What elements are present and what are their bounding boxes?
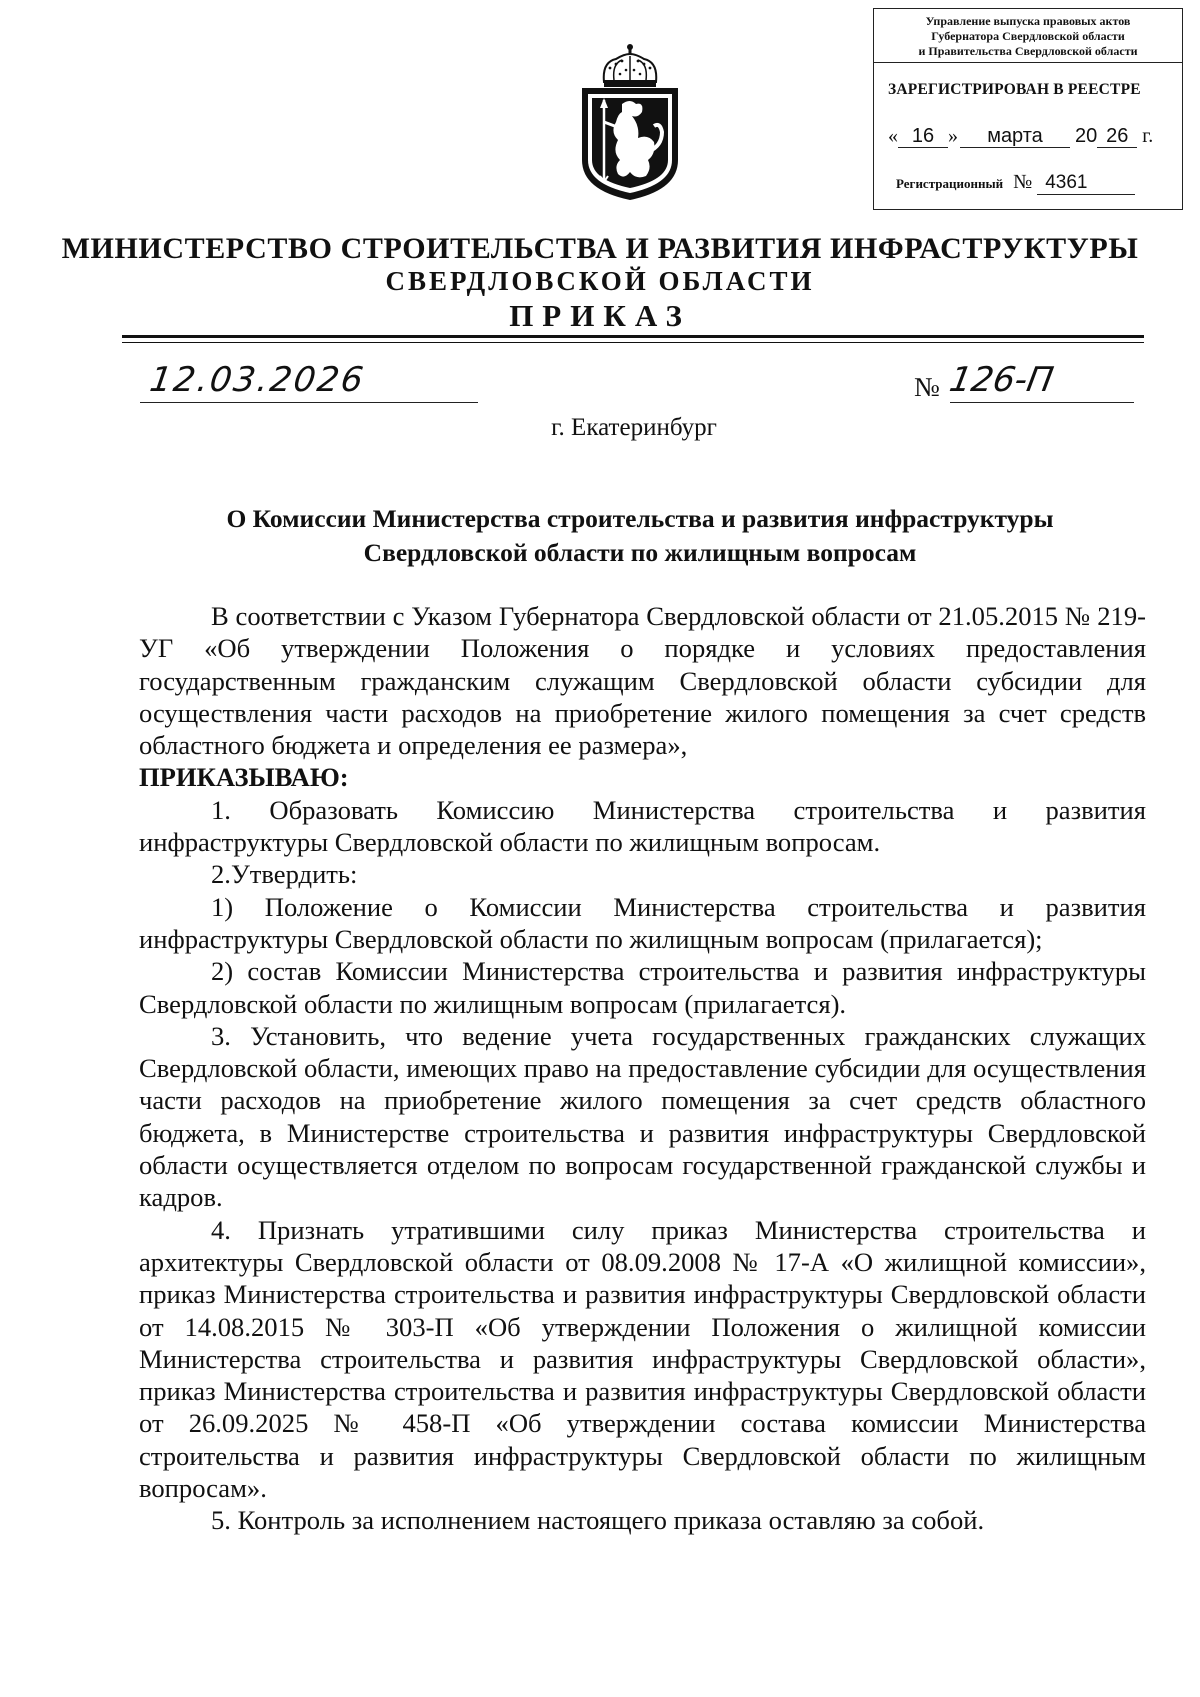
order-word: ПРИКАЗЫВАЮ: xyxy=(139,762,349,793)
stamp-header-line: Управление выпуска правовых актов xyxy=(925,14,1131,28)
handwritten-number: 126-П xyxy=(946,360,1057,400)
stamp-year-prefix: 20 xyxy=(1075,125,1098,147)
order-body xyxy=(139,600,1146,1537)
clause-3: 3. Установить, что ведение учета государственных гражданских служащих Свердловской области, имеющих право на предоставление субсидии для осуществления части расходов на приобретение жилого помещения за счет средств областного бюджета, в Министерстве строительства и развития инфраструктуры Свердловской области осуществляется отделом по вопросам государственной гражданской службы и кадров. xyxy=(139,1020,1146,1213)
registry-stamp xyxy=(873,8,1183,210)
stamp-year-suffix: 26 xyxy=(1097,125,1137,148)
clause-2-item-1: 1) Положение о Комиссии Министерства строительства и развития инфраструктуры Свердловской области по жилищным вопросам (прилагается); xyxy=(139,891,1146,954)
stamp-day: 16 xyxy=(898,125,948,148)
subject-line: О Комиссии Министерства строительства и развития инфраструктуры xyxy=(226,504,1054,533)
document-type: ПРИКАЗ xyxy=(509,298,691,333)
clause-4: 4. Признать утратившими силу приказ Министерства строительства и архитектуры Свердловской области от 08.09.2008 № 17-А «О жилищной комиссии», приказ Министерства строительства и развития инфраструктуры Свердловской области от 14.08.2015 № 303-П «Об утверждении Положения о жилищной комиссии Министерства строительства и развития инфраструктуры Свердловской области», приказ Министерства строительства и развития инфраструктуры Свердловской области от 26.09.2025 № 458-П «Об утверждении состава комиссии Министерства строительства и развития инфраструктуры Свердловской области по жилищным вопросам». xyxy=(139,1214,1146,1504)
city: г. Екатеринбург xyxy=(551,414,717,441)
clause-2-item-2: 2) состав Комиссии Министерства строительства и развития инфраструктуры Свердловской области по жилищным вопросам (прилагается). xyxy=(139,956,1146,1019)
stamp-num-sign: № xyxy=(1013,171,1033,193)
stamp-date: « 16 » марта 20 26 г. xyxy=(888,125,1154,147)
stamp-year-end: г. xyxy=(1142,125,1154,147)
stamp-month: марта xyxy=(960,125,1070,148)
order-subject xyxy=(140,502,1140,570)
number-underline xyxy=(950,402,1134,403)
stamp-reg-number xyxy=(896,171,1135,195)
clause-2: 2.Утвердить: xyxy=(211,859,358,890)
clause-5: 5. Контроль за исполнением настоящего приказа оставляю за собой. xyxy=(211,1505,985,1536)
header-rule-thin xyxy=(122,342,1144,343)
stamp-header-line: Губернатора Свердловской области xyxy=(931,29,1125,43)
stamp-registered-label: ЗАРЕГИСТРИРОВАН В РЕЕСТРЕ xyxy=(888,81,1141,98)
preamble-paragraph: В соответствии с Указом Губернатора Свердловской области от 21.05.2015 № 219-УГ «Об утверждении Положения о порядке и условиях предоставления государственным гражданским служащим Свердловской области субсидии для осуществления части расходов на приобретение жилого помещения за счет средств областного бюджета и определения ее размера», xyxy=(139,601,1146,761)
handwritten-date: 12.03.2026 xyxy=(147,360,368,400)
stamp-header xyxy=(874,9,1182,63)
date-underline xyxy=(140,402,478,403)
stamp-header-line: и Правительства Свердловской области xyxy=(918,44,1138,58)
stamp-reg-value: 4361 xyxy=(1037,172,1135,195)
header-rule-thick xyxy=(122,335,1144,338)
stamp-reg-label: Регистрационный xyxy=(896,176,1004,191)
coat-of-arms-icon xyxy=(574,42,686,202)
ministry-title-line2: СВЕРДЛОВСКОЙ ОБЛАСТИ xyxy=(385,266,815,296)
clause-1: 1. Образовать Комиссию Министерства строительства и развития инфраструктуры Свердловской области по жилищным вопросам. xyxy=(139,794,1146,858)
subject-line: Свердловской области по жилищным вопросам xyxy=(363,538,917,567)
ministry-title-line1: МИНИСТЕРСТВО СТРОИТЕЛЬСТВА И РАЗВИТИЯ ИНФРАСТРУКТУРЫ xyxy=(61,232,1139,265)
number-sign: № xyxy=(914,372,940,402)
